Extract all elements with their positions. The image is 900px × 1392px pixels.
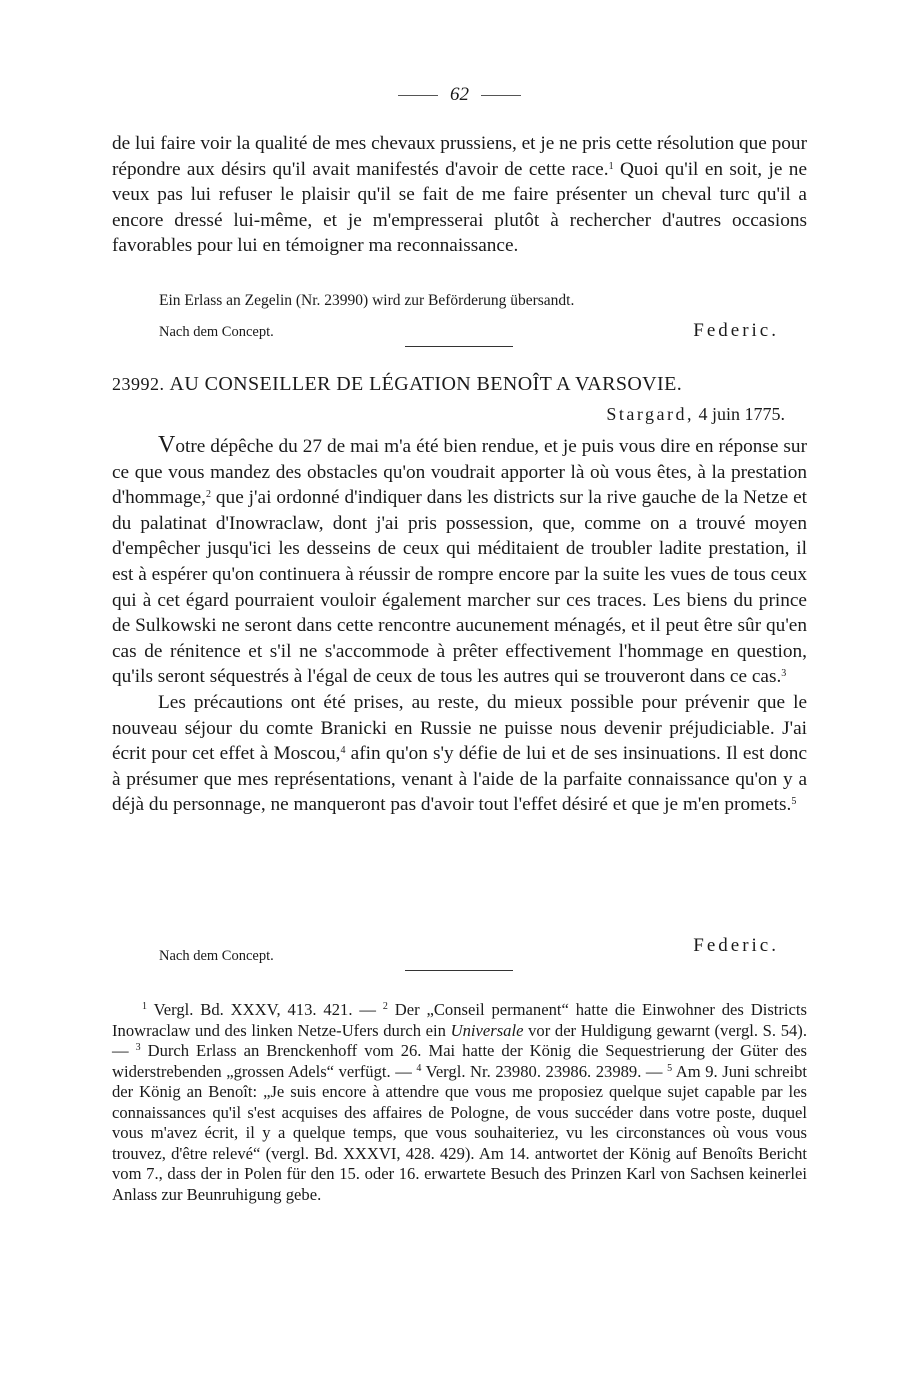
footnote-2a: Der „Conseil permanent“ hatte die Einwohner des Districts Inowraclaw und des linken Netze-Ufers durch ein: [112, 1000, 807, 1040]
letter-paragraph-2: [112, 690, 807, 818]
footnote-mark-5: 5: [667, 1062, 673, 1074]
letter-date: 4 juin 1775.: [698, 404, 785, 424]
page-number-header: [112, 84, 807, 106]
footnote-block: [112, 1000, 807, 1205]
paragraph-2-text-b: afin qu'on s'y défie de lui et de ses insinuations. Il est donc à présumer que mes représentations, venant à l'aide de la parfaite connaissance qu'on y a déjà du personnage, ne manqueront pas d'avoir tout l'effet désiré et que je m'en promets.: [112, 743, 808, 816]
separator-rule-1: [405, 346, 513, 347]
page: [112, 0, 807, 1392]
paragraph-1-text-b: que j'ai ordonné d'indiquer dans les districts sur la rive gauche de la Netze et du palatinat d'Inowraclaw, dont j'ai pris possession, que, comme on a trouvé moyen d'empêcher jusqu'ici les desseins de ceux qui méditaient de troubler ladite prestation, il est à espérer qu'on continuera à réussir de rompre encore par la suite les vues de tous ceux qui à cet égard pourraient vouloir également marcher sur ces traces. Les biens du prince de Sulkowski ne seront dans cette rencontre aucunement ménagés, et il peut être sûr qu'en cas de rénitence et s'il ne s'accommode à prêter effectivement l'hommage en question, qu'ils seront séquestrés à l'égal de ceux de tous les autres qui se trouveront dans ce cas.: [112, 487, 807, 688]
header-rule-left: [398, 95, 438, 96]
footnote-1: Vergl. Bd. XXXV, 413. 421. —: [153, 1000, 376, 1019]
footnotes: [112, 1000, 807, 1205]
footnote-mark-2: 2: [382, 1001, 388, 1012]
letter-heading: [112, 373, 807, 396]
separator-rule-2: [405, 970, 513, 971]
footnote-ref-1: 1: [608, 160, 614, 172]
footnote-3: Durch Erlass an Brenckenhoff vom 26. Mai hatte der König die Sequestrierung der Güter des widerstrebenden „grossen Adels“ verfügt. —: [112, 1041, 807, 1081]
footnote-2-italic: Universale: [450, 1020, 524, 1040]
place-date: [606, 404, 785, 425]
top-paragraph-text-1: de lui faire voir la qualité de mes chevaux prussiens, et je ne pris cette résolution que pour répondre aux désirs qu'il avait manifestés d'avoir de cette race.: [112, 133, 807, 180]
paragraph-2-text-a: Les précautions ont été prises, au reste, du mieux possible pour prévenir que le nouveau séjour du comte Branicki en Russie ne puisse nous devenir préjudiciable. J'ai écrit pour cet effet à Moscou,: [112, 691, 807, 765]
signature-1: Federic.: [693, 320, 779, 341]
signature-2: Federic.: [693, 935, 779, 956]
footnote-2b: vor der Huldigung gewarnt (vergl. S. 54). —: [112, 1020, 807, 1060]
letter-body: [112, 433, 807, 818]
letter-number: 23992.: [112, 374, 165, 394]
source-note-1: Nach dem Concept.: [159, 324, 274, 340]
top-paragraph-text-2: Quoi qu'il en soit, je ne veux pas lui refuser le plaisir qu'il se fait de me faire présenter un cheval turc qu'il a encore dressé lui-même, et je m'empresserai plutôt à rechercher d'autres occasions favorables pour lui en témoigner ma reconnaissance.: [112, 158, 808, 257]
footnote-mark-3: 3: [135, 1042, 141, 1053]
footnote-ref-5: 5: [791, 796, 797, 808]
footnote-mark-1: 1: [142, 1001, 147, 1012]
top-paragraph: [112, 131, 807, 259]
drop-initial: V: [158, 432, 176, 458]
header-rule-right: [481, 95, 521, 96]
paragraph-1-text-a: otre dépêche du 27 de mai m'a été bien rendue, et je puis vous dire en réponse sur ce que vous mandez des obstacles qu'on voudrait apporter là où vous êtes, à la prestation d'hommage,: [112, 436, 807, 509]
letter-title: AU CONSEILLER DE LÉGATION BENOÎT A VARSOVIE.: [169, 373, 683, 395]
footnote-ref-3: 3: [781, 668, 787, 680]
footnote-ref-4: 4: [340, 745, 346, 757]
erlass-note: Ein Erlass an Zegelin (Nr. 23990) wird zur Beförderung übersandt.: [159, 292, 575, 309]
letter-paragraph-1: [112, 433, 807, 690]
place-name: Stargard,: [606, 404, 694, 424]
footnote-mark-4: 4: [416, 1062, 422, 1074]
footnote-5: Am 9. Juni schreibt der König an Benoît: „Je suis encore à attendre que vous me proposiez quelque sujet capable par les connaissances qu'il s'est acquises des affaires de Pologne, de vous succéder dans votre poste, duquel vous m'avez écrit, il y a quelque temps, que vous souhaiteriez, vu les circonstances où vous vous trouvez, d'être relevé“ (vergl. Bd. XXXVI, 428. 429). Am 14. antwortet der König auf Benoîts Bericht vom 7., dass der in Polen für den 15. oder 16. erwartete Besuch des Prinzen Karl von Sachsen keinerlei Anlass zur Beunruhigung gebe.: [112, 1061, 807, 1204]
footnote-4: Vergl. Nr. 23980. 23986. 23989. —: [425, 1061, 663, 1081]
page-number: 62: [450, 84, 469, 105]
footnote-ref-2: 2: [205, 489, 211, 501]
source-note-2: Nach dem Concept.: [159, 948, 274, 964]
